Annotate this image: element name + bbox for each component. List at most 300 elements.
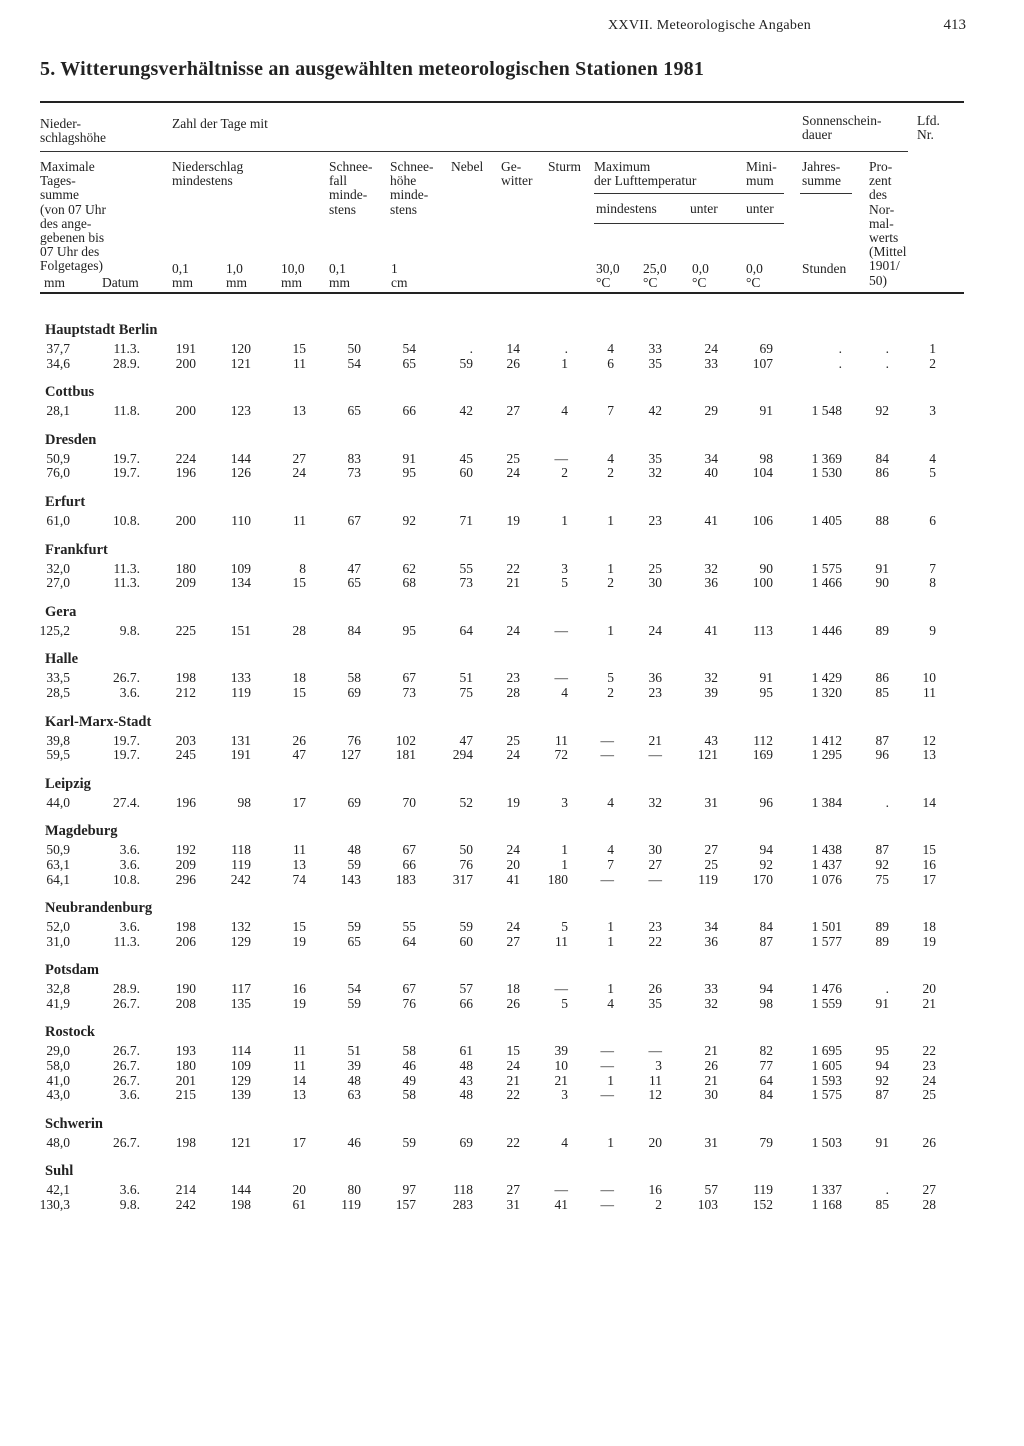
cell-nd-100: 14 (292, 1072, 306, 1088)
cell-nd-10: 119 (231, 856, 251, 872)
cell-schneehoehe: 76 (402, 995, 416, 1011)
cell-nd-100: 19 (292, 933, 306, 949)
table-row (0, 356, 1024, 371)
cell-max-25: 2 (655, 1197, 662, 1213)
header-top-rule (40, 101, 964, 103)
cell-lfd-nr: 1 (929, 341, 936, 356)
cell-nd-100: 11 (293, 1043, 306, 1059)
cell-prozent: 92 (875, 403, 889, 419)
station-name: Neubrandenburg (45, 900, 153, 917)
cell-schneehoehe: 95 (402, 622, 416, 638)
cell-max-00: 36 (704, 575, 718, 591)
cell-jahressumme: 1 548 (811, 403, 842, 419)
cell-max-30: 1 (607, 512, 614, 528)
cell-prozent: 87 (875, 1087, 889, 1103)
cell-max-25: 26 (648, 981, 662, 997)
cell-nebel: 42 (459, 403, 473, 419)
cell-jahressumme: 1 503 (811, 1134, 842, 1150)
header-unter-min: unter (746, 201, 774, 216)
cell-schneefall: 48 (347, 1072, 361, 1088)
data-table (0, 320, 1024, 1224)
station-name: Suhl (45, 1163, 74, 1180)
cell-max-mm: 33,5 (46, 670, 70, 686)
cell-lfd-nr: 18 (922, 919, 936, 935)
cell-nd-10: 121 (230, 1134, 251, 1150)
cell-gewitter: 41 (506, 871, 520, 887)
header-maximum: Maximum der Lufttemperatur (594, 159, 697, 189)
cell-nd-01: 198 (175, 670, 196, 686)
cell-datum: 26.7. (113, 1134, 140, 1150)
cell-max-00: 34 (704, 450, 718, 466)
cell-nebel: 317 (452, 871, 473, 887)
cell-schneehoehe: 91 (402, 450, 416, 466)
cell-prozent: 85 (875, 684, 889, 700)
table-row (0, 996, 1024, 1011)
cell-max-00: 31 (704, 1134, 718, 1150)
cell-prozent: 95 (875, 1043, 889, 1059)
cell-gewitter: 15 (506, 1043, 520, 1059)
cell-max-mm: 48,0 (46, 1134, 70, 1150)
cell-nd-01: 192 (175, 842, 196, 858)
cell-schneefall: 119 (341, 1197, 361, 1213)
cell-min-00: 64 (759, 1072, 773, 1088)
cell-datum: 28.9. (113, 981, 140, 997)
header-rule-4 (594, 223, 784, 224)
table-row (0, 747, 1024, 762)
cell-schneehoehe: 55 (402, 919, 416, 935)
cell-nd-01: 200 (175, 512, 196, 528)
header-stunden: Stunden (802, 261, 847, 276)
cell-nebel: 59 (459, 919, 473, 935)
cell-schneehoehe: 58 (402, 1087, 416, 1103)
cell-max-00: 41 (704, 512, 718, 528)
cell-sturm: — (554, 1182, 568, 1198)
cell-max-30: 5 (607, 670, 614, 686)
cell-nd-100: 24 (292, 465, 306, 481)
cell-datum: 10.8. (113, 871, 140, 887)
cell-nd-100: 47 (292, 747, 306, 763)
cell-nebel: 76 (459, 856, 473, 872)
cell-sturm: 41 (554, 1197, 568, 1213)
header-nebel: Nebel (451, 159, 484, 174)
cell-max-mm: 28,5 (46, 684, 70, 700)
cell-nd-01: 245 (175, 747, 196, 763)
header-t250: 25,0 °C (643, 261, 667, 291)
cell-sturm: 1 (561, 512, 568, 528)
cell-max-00: 32 (704, 670, 718, 686)
cell-datum: 28.9. (113, 355, 140, 371)
cell-max-25: 30 (648, 842, 662, 858)
cell-nebel: 118 (453, 1182, 473, 1198)
cell-jahressumme: 1 412 (811, 732, 842, 748)
cell-lfd-nr: 21 (922, 995, 936, 1011)
cell-min-00: 91 (759, 670, 773, 686)
cell-max-25: 35 (648, 995, 662, 1011)
cell-gewitter: 24 (506, 622, 520, 638)
table-row (0, 513, 1024, 528)
cell-max-25: — (648, 1043, 662, 1059)
cell-gewitter: 20 (506, 856, 520, 872)
cell-prozent: . (885, 341, 889, 356)
station-name: Karl-Marx-Stadt (45, 713, 152, 730)
header-sturm: Sturm (548, 159, 582, 174)
cell-gewitter: 27 (506, 403, 520, 419)
cell-nebel: 73 (459, 575, 473, 591)
cell-gewitter: 28 (506, 684, 520, 700)
cell-schneehoehe: 64 (402, 933, 416, 949)
cell-max-30: 4 (607, 794, 614, 810)
cell-sturm: — (554, 450, 568, 466)
cell-gewitter: 14 (506, 341, 520, 356)
cell-datum: 3.6. (119, 1182, 140, 1198)
cell-lfd-nr: 28 (922, 1197, 936, 1213)
cell-prozent: 91 (875, 560, 889, 576)
cell-datum: 9.8. (119, 622, 140, 638)
station-block (0, 712, 1024, 774)
header-lfd-nr: Lfd. Nr. (917, 113, 940, 143)
cell-nd-01: 212 (175, 684, 196, 700)
cell-max-25: 32 (648, 465, 662, 481)
cell-sturm: 3 (561, 794, 568, 810)
cell-gewitter: 21 (506, 1072, 520, 1088)
cell-nebel: 48 (459, 1087, 473, 1103)
cell-min-00: 84 (759, 919, 773, 935)
cell-max-mm: 125,2 (39, 622, 70, 638)
table-row (0, 1135, 1024, 1150)
cell-nd-01: 224 (175, 450, 196, 466)
cell-nd-100: 26 (292, 732, 306, 748)
cell-schneefall: 54 (347, 981, 361, 997)
cell-max-mm: 61,0 (46, 512, 70, 528)
cell-max-30: 1 (607, 919, 614, 935)
cell-gewitter: 27 (506, 1182, 520, 1198)
table-row (0, 919, 1024, 934)
station-block (0, 602, 1024, 650)
cell-prozent: 87 (875, 842, 889, 858)
cell-max-25: 23 (648, 684, 662, 700)
cell-min-00: 107 (752, 355, 773, 371)
table-row (0, 1197, 1024, 1212)
header-zahl-der-tage: Zahl der Tage mit (172, 116, 268, 131)
table-row (0, 872, 1024, 887)
cell-max-30: — (600, 1043, 614, 1059)
cell-sturm: 4 (561, 1134, 568, 1150)
cell-gewitter: 24 (506, 465, 520, 481)
cell-max-25: 42 (648, 403, 662, 419)
cell-schneefall: 46 (347, 1134, 361, 1150)
cell-nd-10: 120 (230, 341, 251, 356)
table-row (0, 842, 1024, 857)
cell-max-25: 20 (648, 1134, 662, 1150)
cell-max-00: 29 (704, 403, 718, 419)
cell-max-30: 2 (607, 465, 614, 481)
cell-sturm: 4 (561, 403, 568, 419)
cell-schneefall: 65 (347, 933, 361, 949)
cell-jahressumme: 1 369 (811, 450, 842, 466)
cell-max-30: 1 (607, 1072, 614, 1088)
cell-gewitter: 26 (506, 995, 520, 1011)
cell-max-mm: 52,0 (46, 919, 70, 935)
cell-sturm: 39 (554, 1043, 568, 1059)
cell-max-30: 2 (607, 684, 614, 700)
cell-jahressumme: 1 405 (811, 512, 842, 528)
cell-schneehoehe: 46 (402, 1058, 416, 1074)
table-row (0, 561, 1024, 576)
cell-lfd-nr: 6 (929, 512, 936, 528)
cell-max-25: 23 (648, 919, 662, 935)
cell-max-25: 27 (648, 856, 662, 872)
cell-prozent: . (885, 355, 889, 371)
cell-nd-100: 17 (292, 794, 306, 810)
cell-nd-100: 15 (292, 684, 306, 700)
cell-nebel: 294 (452, 747, 473, 763)
cell-jahressumme: 1 593 (811, 1072, 842, 1088)
cell-max-25: — (648, 871, 662, 887)
cell-gewitter: 24 (506, 919, 520, 935)
cell-nebel: 60 (459, 933, 473, 949)
cell-datum: 9.8. (119, 1197, 140, 1213)
cell-min-00: 79 (759, 1134, 773, 1150)
table-row (0, 981, 1024, 996)
cell-nebel: 55 (459, 560, 473, 576)
cell-nd-01: 191 (175, 341, 196, 356)
cell-max-mm: 50,9 (46, 842, 70, 858)
cell-schneefall: 76 (347, 732, 361, 748)
cell-jahressumme: 1 429 (811, 670, 842, 686)
cell-schneefall: 84 (347, 622, 361, 638)
cell-sturm: 3 (561, 560, 568, 576)
cell-nd-01: 225 (175, 622, 196, 638)
cell-jahressumme: 1 575 (811, 1087, 842, 1103)
table-row (0, 1058, 1024, 1073)
cell-nebel: 52 (459, 794, 473, 810)
cell-min-00: 84 (759, 1087, 773, 1103)
cell-max-00: 26 (704, 1058, 718, 1074)
cell-max-00: 40 (704, 465, 718, 481)
station-name: Magdeburg (45, 823, 118, 840)
station-block (0, 898, 1024, 960)
header-rule-2 (594, 193, 784, 194)
cell-nd-100: 11 (293, 842, 306, 858)
header-datum: Datum (102, 275, 139, 290)
cell-min-00: 95 (759, 684, 773, 700)
cell-schneehoehe: 67 (402, 670, 416, 686)
cell-max-30: — (600, 1058, 614, 1074)
cell-prozent: 87 (875, 732, 889, 748)
cell-max-mm: 58,0 (46, 1058, 70, 1074)
cell-nebel: 60 (459, 465, 473, 481)
cell-min-00: 100 (752, 575, 773, 591)
cell-nd-100: 20 (292, 1182, 306, 1198)
station-block (0, 774, 1024, 822)
cell-max-00: 33 (704, 355, 718, 371)
cell-min-00: 112 (753, 732, 773, 748)
cell-sturm: 2 (561, 465, 568, 481)
station-name: Erfurt (45, 493, 86, 510)
cell-nd-01: 196 (175, 465, 196, 481)
cell-sturm: — (554, 981, 568, 997)
cell-nd-01: 296 (175, 871, 196, 887)
cell-max-00: 57 (704, 1182, 718, 1198)
cell-lfd-nr: 23 (922, 1058, 936, 1074)
table-row (0, 670, 1024, 685)
header-max-tagessumme: Maximale Tages- summe (von 07 Uhr des ange- gebenen bis 07 Uhr des Folgetages) (40, 159, 106, 274)
cell-max-25: 23 (648, 512, 662, 528)
cell-max-25: 24 (648, 622, 662, 638)
station-block (0, 320, 1024, 382)
cell-prozent: 88 (875, 512, 889, 528)
cell-max-25: 32 (648, 794, 662, 810)
cell-nd-10: 129 (230, 933, 251, 949)
station-block (0, 1022, 1024, 1113)
cell-nd-10: 114 (231, 1043, 251, 1059)
station-block (0, 540, 1024, 602)
cell-lfd-nr: 25 (922, 1087, 936, 1103)
cell-max-mm: 32,0 (46, 560, 70, 576)
cell-schneefall: 73 (347, 465, 361, 481)
cell-lfd-nr: 5 (929, 465, 936, 481)
cell-lfd-nr: 17 (922, 871, 936, 887)
cell-max-00: 41 (704, 622, 718, 638)
cell-nd-01: 200 (175, 403, 196, 419)
cell-max-00: 34 (704, 919, 718, 935)
cell-sturm: 3 (561, 1087, 568, 1103)
cell-jahressumme: 1 337 (811, 1182, 842, 1198)
cell-max-mm: 31,0 (46, 933, 70, 949)
cell-max-30: 1 (607, 981, 614, 997)
cell-datum: 19.7. (113, 747, 140, 763)
cell-datum: 26.7. (113, 1043, 140, 1059)
cell-nebel: 64 (459, 622, 473, 638)
cell-gewitter: 27 (506, 933, 520, 949)
table-row (0, 733, 1024, 748)
cell-max-25: 3 (655, 1058, 662, 1074)
cell-nebel: 75 (459, 684, 473, 700)
cell-nd-100: 13 (292, 856, 306, 872)
cell-max-25: 21 (648, 732, 662, 748)
cell-datum: 11.3. (113, 575, 140, 591)
cell-schneehoehe: 92 (402, 512, 416, 528)
cell-lfd-nr: 2 (929, 355, 936, 371)
cell-max-mm: 28,1 (46, 403, 70, 419)
cell-schneefall: 59 (347, 856, 361, 872)
cell-nebel: 50 (459, 842, 473, 858)
cell-datum: 3.6. (119, 1087, 140, 1103)
cell-max-00: 21 (704, 1072, 718, 1088)
cell-max-mm: 42,1 (46, 1182, 70, 1198)
cell-schneefall: 65 (347, 575, 361, 591)
cell-max-30: 4 (607, 450, 614, 466)
cell-jahressumme: 1 384 (811, 794, 842, 810)
cell-prozent: 91 (875, 995, 889, 1011)
cell-nebel: 66 (459, 995, 473, 1011)
cell-nd-10: 109 (230, 1058, 251, 1074)
cell-jahressumme: 1 577 (811, 933, 842, 949)
cell-nd-10: 198 (230, 1197, 251, 1213)
cell-sturm: . (564, 341, 568, 356)
cell-nebel: 61 (459, 1043, 473, 1059)
cell-max-30: — (600, 1182, 614, 1198)
cell-schneehoehe: 49 (402, 1072, 416, 1088)
cell-datum: 11.8. (113, 403, 140, 419)
cell-schneefall: 69 (347, 684, 361, 700)
cell-max-mm: 76,0 (46, 465, 70, 481)
cell-max-30: 4 (607, 341, 614, 356)
cell-lfd-nr: 26 (922, 1134, 936, 1150)
station-name: Cottbus (45, 384, 95, 401)
cell-gewitter: 24 (506, 747, 520, 763)
cell-max-00: 25 (704, 856, 718, 872)
cell-max-30: 7 (607, 856, 614, 872)
cell-max-00: 27 (704, 842, 718, 858)
cell-schneehoehe: 95 (402, 465, 416, 481)
cell-min-00: 92 (759, 856, 773, 872)
cell-datum: 3.6. (119, 684, 140, 700)
station-block (0, 960, 1024, 1022)
cell-datum: 11.3. (113, 560, 140, 576)
cell-min-00: 98 (759, 450, 773, 466)
cell-nd-100: 61 (292, 1197, 306, 1213)
cell-gewitter: 18 (506, 981, 520, 997)
page-number: 413 (943, 17, 966, 33)
cell-schneefall: 47 (347, 560, 361, 576)
cell-nd-01: 198 (175, 1134, 196, 1150)
cell-schneehoehe: 54 (402, 341, 416, 356)
table-row (0, 1182, 1024, 1197)
cell-nebel: 48 (459, 1058, 473, 1074)
cell-nd-10: 126 (230, 465, 251, 481)
cell-max-00: 24 (704, 341, 718, 356)
cell-nd-100: 11 (293, 355, 306, 371)
cell-min-00: 113 (753, 622, 773, 638)
table-row (0, 795, 1024, 810)
cell-prozent: 96 (875, 747, 889, 763)
table-row (0, 451, 1024, 466)
cell-schneefall: 69 (347, 794, 361, 810)
cell-lfd-nr: 11 (923, 684, 936, 700)
cell-max-00: 121 (697, 747, 718, 763)
cell-schneefall: 59 (347, 995, 361, 1011)
table-row (0, 575, 1024, 590)
cell-max-00: 39 (704, 684, 718, 700)
cell-lfd-nr: 4 (929, 450, 936, 466)
table-row (0, 857, 1024, 872)
station-name: Hauptstadt Berlin (45, 322, 158, 338)
cell-max-mm: 41,9 (46, 995, 70, 1011)
cell-lfd-nr: 15 (922, 842, 936, 858)
cell-jahressumme: 1 559 (811, 995, 842, 1011)
cell-min-00: 90 (759, 560, 773, 576)
cell-gewitter: 22 (506, 560, 520, 576)
header-prozent: Pro- zent des Nor- mal- werts (Mittel 1901/ 50) (869, 159, 907, 288)
cell-schneehoehe: 183 (395, 871, 416, 887)
cell-prozent: 85 (875, 1197, 889, 1213)
cell-lfd-nr: 9 (929, 622, 936, 638)
cell-nd-10: 129 (230, 1072, 251, 1088)
cell-schneefall: 48 (347, 842, 361, 858)
cell-nd-01: 180 (175, 1058, 196, 1074)
station-name: Rostock (45, 1024, 95, 1041)
cell-max-mm: 34,6 (46, 355, 70, 371)
cell-nd-100: 17 (292, 1134, 306, 1150)
cell-prozent: 90 (875, 575, 889, 591)
header-sh1: 1 cm (391, 261, 408, 291)
cell-nebel: 47 (459, 732, 473, 748)
cell-max-30: 1 (607, 622, 614, 638)
cell-nd-10: 134 (230, 575, 251, 591)
cell-jahressumme: 1 168 (811, 1197, 842, 1213)
header-jahressumme: Jahres- summe (802, 159, 841, 189)
